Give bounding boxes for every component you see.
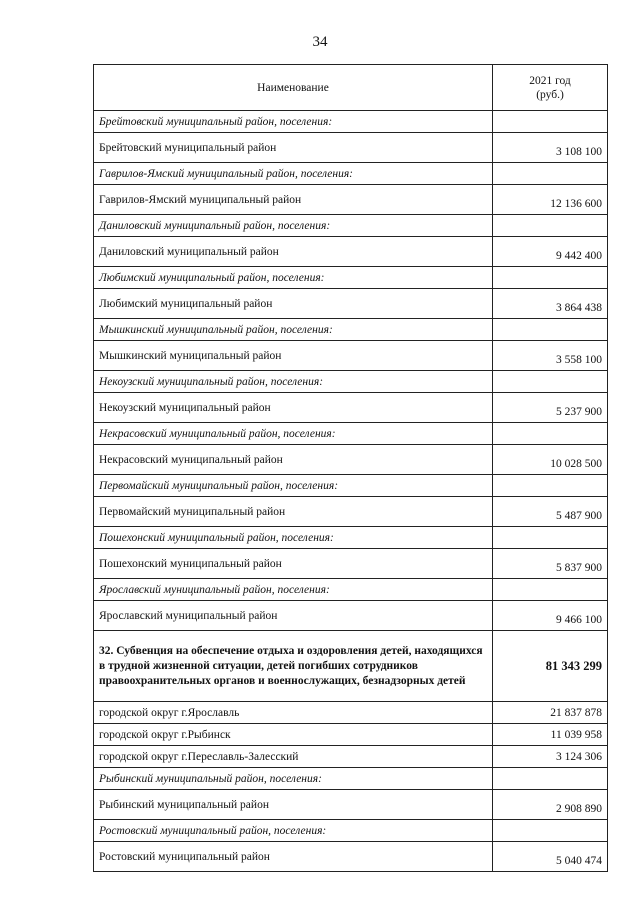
table-group-row xyxy=(94,579,608,601)
table-group-row xyxy=(94,423,608,445)
row-name: Брейтовский муниципальный район, поселения: xyxy=(94,111,493,133)
table-row xyxy=(94,631,608,702)
subsidy-table xyxy=(93,64,608,872)
table-row xyxy=(94,724,608,746)
row-value: 5 837 900 xyxy=(493,549,608,579)
page-number: 34 xyxy=(312,34,328,50)
header-value xyxy=(493,65,608,111)
table-row xyxy=(94,497,608,527)
row-value: 3 108 100 xyxy=(493,133,608,163)
table-group-row xyxy=(94,111,608,133)
table-row xyxy=(94,341,608,371)
header-year: 2021 год xyxy=(529,74,571,87)
row-name: Рыбинский муниципальный район xyxy=(94,790,493,820)
table-row xyxy=(94,445,608,475)
table-row xyxy=(94,549,608,579)
table-group-row xyxy=(94,215,608,237)
row-value xyxy=(493,820,608,842)
row-name: Некоузский муниципальный район xyxy=(94,393,493,423)
table-row xyxy=(94,393,608,423)
table-row xyxy=(94,702,608,724)
table-row xyxy=(94,842,608,872)
row-name: Пошехонский муниципальный район, поселения: xyxy=(94,527,493,549)
table-group-row xyxy=(94,768,608,790)
row-value: 3 558 100 xyxy=(493,341,608,371)
row-name: Гаврилов-Ямский муниципальный район xyxy=(94,185,493,215)
row-value xyxy=(493,319,608,341)
row-value: 11 039 958 xyxy=(493,724,608,746)
table-row xyxy=(94,185,608,215)
table-header-row xyxy=(94,65,608,111)
row-value xyxy=(493,423,608,445)
table-row xyxy=(94,289,608,319)
table-row xyxy=(94,133,608,163)
row-value: 12 136 600 xyxy=(493,185,608,215)
row-name: Ростовский муниципальный район xyxy=(94,842,493,872)
row-value xyxy=(493,215,608,237)
row-value xyxy=(493,371,608,393)
row-name: Ростовский муниципальный район, поселения: xyxy=(94,820,493,842)
row-value: 81 343 299 xyxy=(493,631,608,702)
row-value: 21 837 878 xyxy=(493,702,608,724)
table-body xyxy=(94,111,608,872)
header-name: Наименование xyxy=(94,65,493,111)
row-name: Даниловский муниципальный район, поселения: xyxy=(94,215,493,237)
row-value xyxy=(493,163,608,185)
row-name: Некрасовский муниципальный район xyxy=(94,445,493,475)
row-value xyxy=(493,475,608,497)
row-name: городской округ г.Рыбинск xyxy=(94,724,493,746)
row-name: Первомайский муниципальный район, поселения: xyxy=(94,475,493,497)
row-name: Некоузский муниципальный район, поселения: xyxy=(94,371,493,393)
table-row xyxy=(94,601,608,631)
row-name: Любимский муниципальный район, поселения: xyxy=(94,267,493,289)
row-name: Ярославский муниципальный район, поселения: xyxy=(94,579,493,601)
table-group-row xyxy=(94,371,608,393)
row-name: Первомайский муниципальный район xyxy=(94,497,493,527)
row-name: Ярославский муниципальный район xyxy=(94,601,493,631)
row-value xyxy=(493,768,608,790)
table-group-row xyxy=(94,319,608,341)
row-value: 3 124 306 xyxy=(493,746,608,768)
table-group-row xyxy=(94,163,608,185)
row-name: городской округ г.Ярославль xyxy=(94,702,493,724)
row-value: 5 487 900 xyxy=(493,497,608,527)
row-value xyxy=(493,527,608,549)
row-name: Гаврилов-Ямский муниципальный район, поселения: xyxy=(94,163,493,185)
row-value: 5 040 474 xyxy=(493,842,608,872)
row-value: 2 908 890 xyxy=(493,790,608,820)
row-name: Мышкинский муниципальный район, поселения: xyxy=(94,319,493,341)
table-group-row xyxy=(94,267,608,289)
row-name: городской округ г.Переславль-Залесский xyxy=(94,746,493,768)
table-row xyxy=(94,790,608,820)
row-value: 9 442 400 xyxy=(493,237,608,267)
header-unit: (руб.) xyxy=(536,88,564,101)
row-value: 5 237 900 xyxy=(493,393,608,423)
row-name: Мышкинский муниципальный район xyxy=(94,341,493,371)
table-group-row xyxy=(94,475,608,497)
row-name: Рыбинский муниципальный район, поселения: xyxy=(94,768,493,790)
table-group-row xyxy=(94,527,608,549)
row-value xyxy=(493,579,608,601)
row-value xyxy=(493,111,608,133)
table-row xyxy=(94,746,608,768)
row-name: Пошехонский муниципальный район xyxy=(94,549,493,579)
table-group-row xyxy=(94,820,608,842)
row-name: 32. Субвенция на обеспечение отдыха и оздоровления детей, находящихся в трудной жизненной ситуации, детей погибших сотрудников правоохранительных органов и военнослужащих, безнадзорных детей xyxy=(94,631,493,702)
row-value: 3 864 438 xyxy=(493,289,608,319)
row-name: Любимский муниципальный район xyxy=(94,289,493,319)
row-value xyxy=(493,267,608,289)
row-value: 9 466 100 xyxy=(493,601,608,631)
row-name: Даниловский муниципальный район xyxy=(94,237,493,267)
row-name: Брейтовский муниципальный район xyxy=(94,133,493,163)
row-value: 10 028 500 xyxy=(493,445,608,475)
table-row xyxy=(94,237,608,267)
row-name: Некрасовский муниципальный район, поселения: xyxy=(94,423,493,445)
